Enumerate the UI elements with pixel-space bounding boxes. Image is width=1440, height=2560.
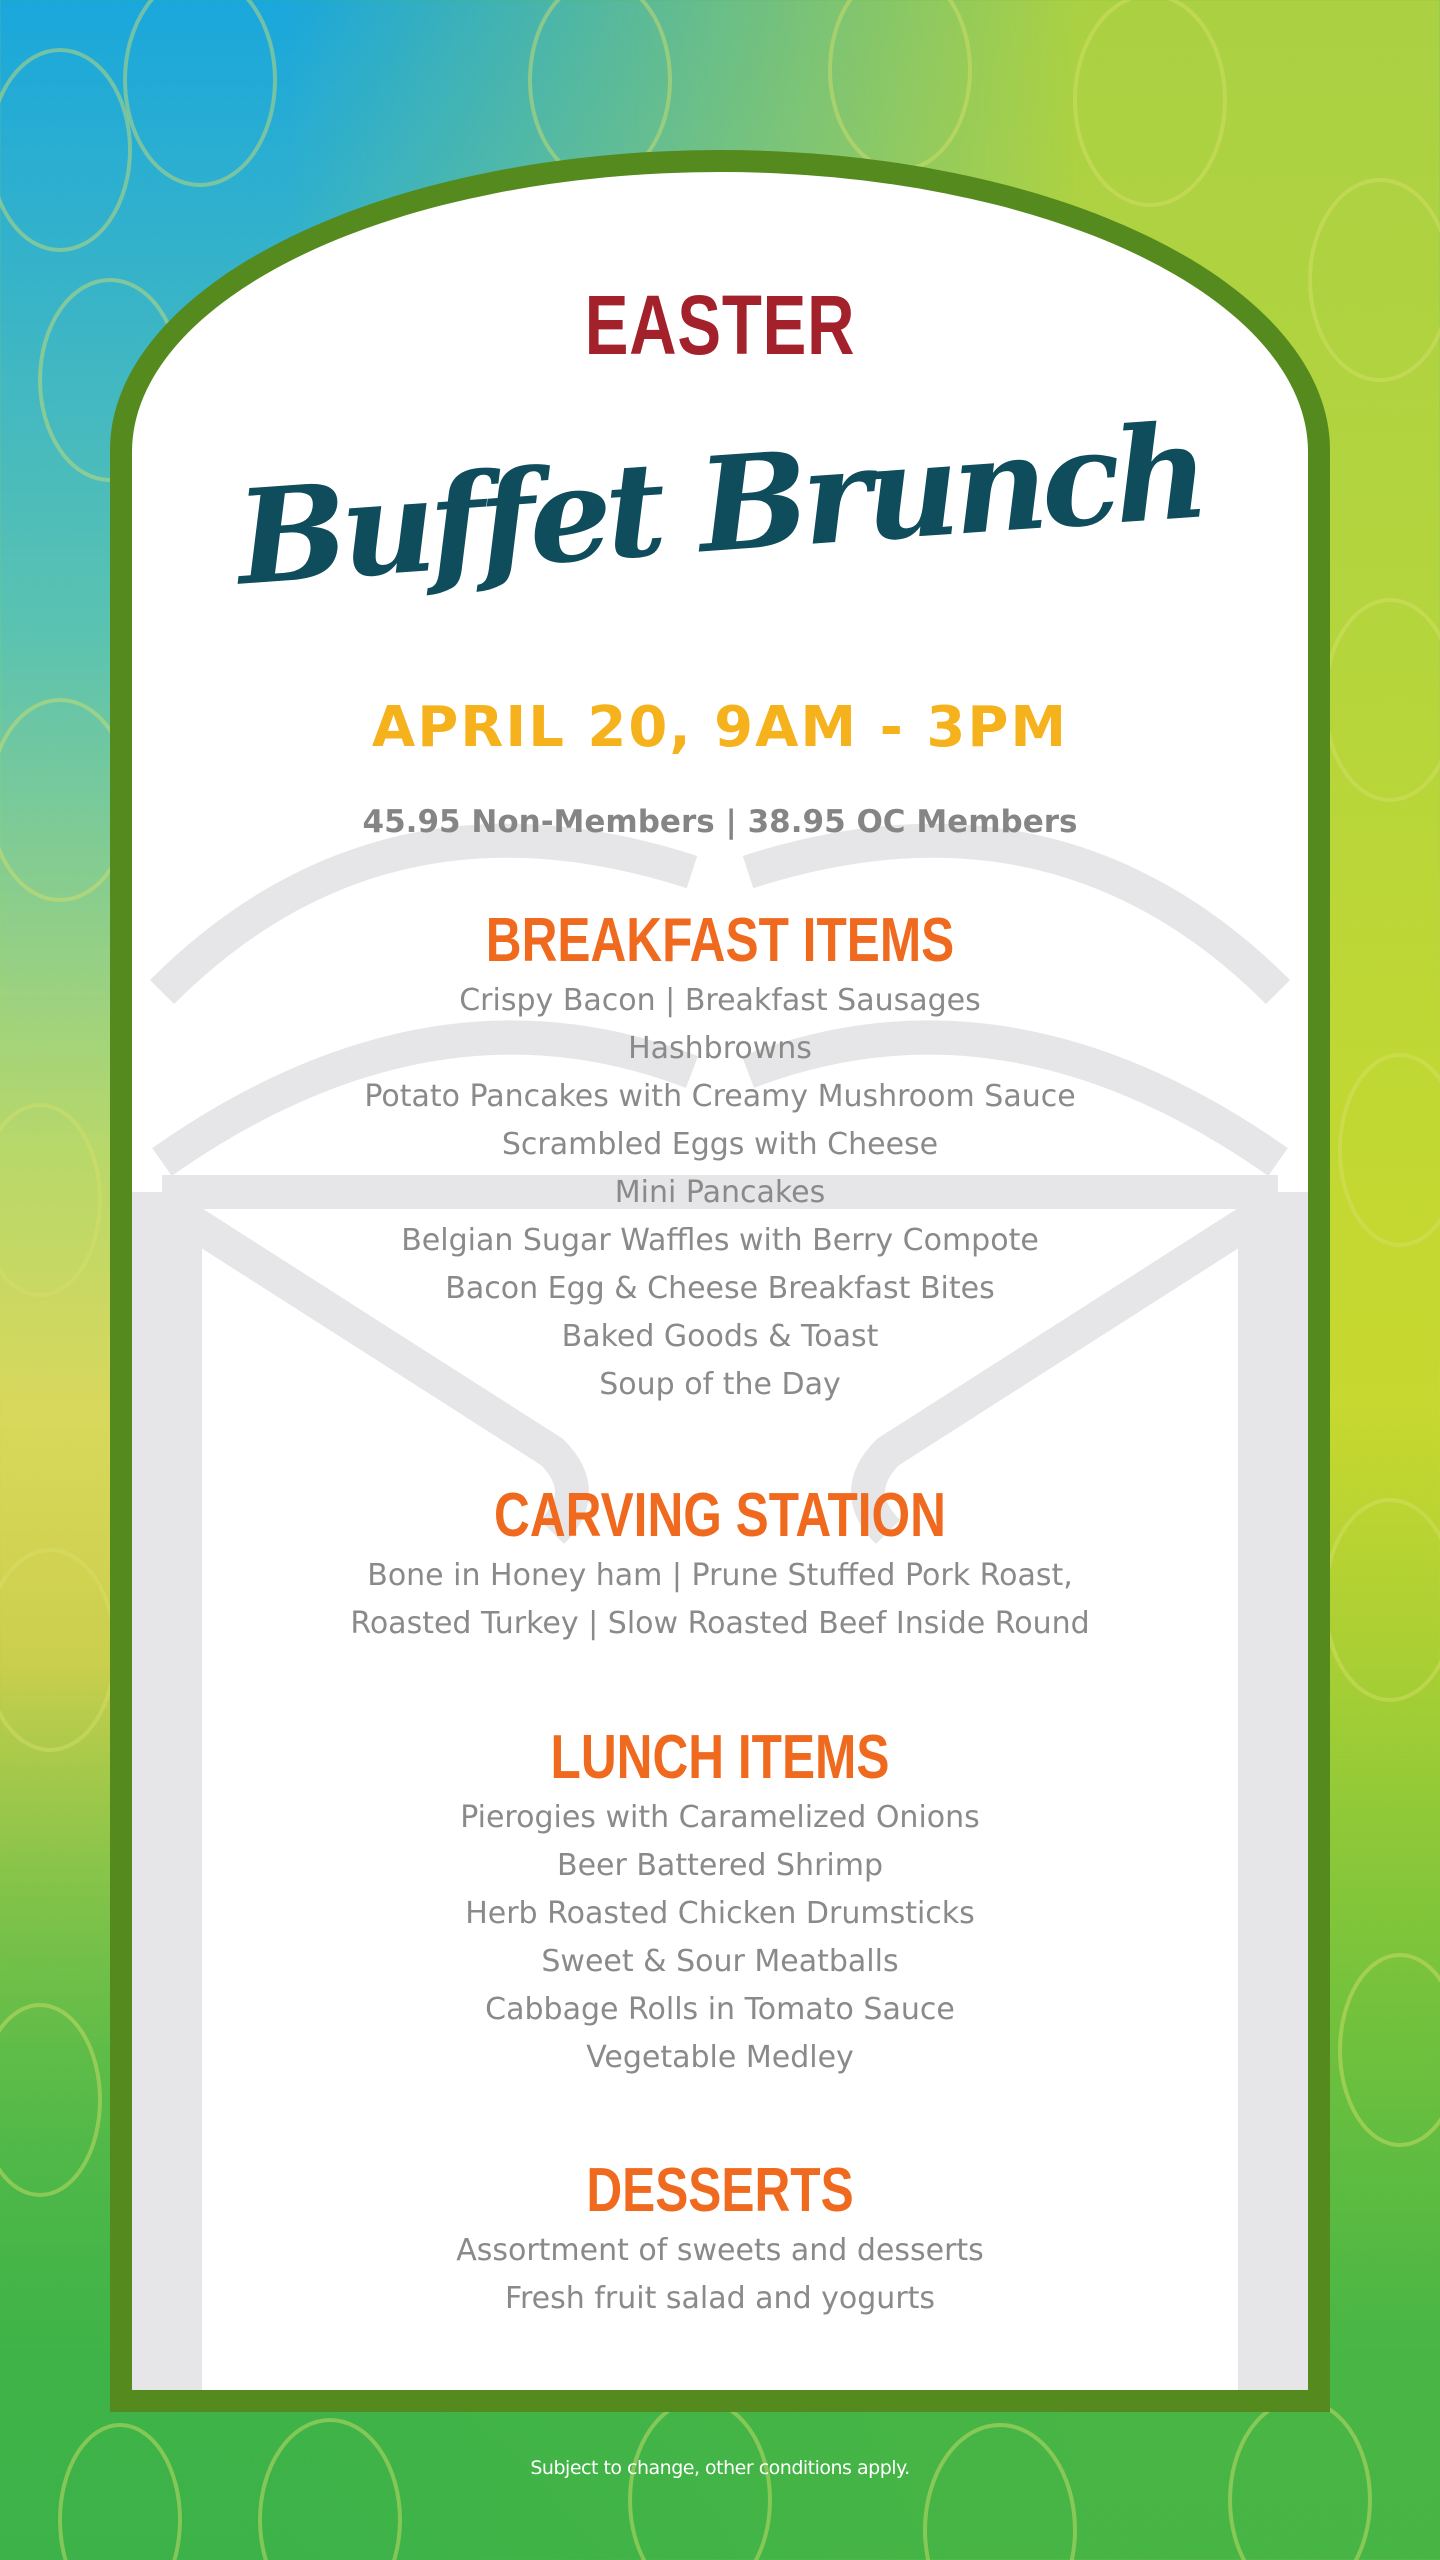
list-item: Scrambled Eggs with Cheese — [501, 1127, 939, 1162]
list-item: Bone in Honey ham | Prune Stuffed Pork Roast, — [367, 1558, 1073, 1593]
section-heading: LUNCH ITEMS — [550, 1723, 890, 1792]
section-heading: CARVING STATION — [494, 1481, 946, 1550]
list-item: Soup of the Day — [599, 1367, 841, 1402]
section-heading: BREAKFAST ITEMS — [485, 906, 955, 975]
list-item: Hashbrowns — [628, 1031, 812, 1066]
easter-kicker: EASTER — [584, 278, 856, 372]
list-item: Mini Pancakes — [614, 1175, 826, 1210]
list-item: Crispy Bacon | Breakfast Sausages — [459, 983, 981, 1018]
event-date: APRIL 20, 9AM - 3PM — [371, 695, 1069, 760]
section-lunch — [0, 1722, 1440, 2082]
section-carving — [0, 1480, 1440, 1648]
list-item: Cabbage Rolls in Tomato Sauce — [485, 1992, 955, 2027]
list-item: Roasted Turkey | Slow Roasted Beef Inside Round — [350, 1606, 1090, 1641]
section-breakfast — [0, 905, 1440, 1409]
list-item: Pierogies with Caramelized Onions — [460, 1800, 980, 1835]
list-item: Vegetable Medley — [586, 2040, 854, 2075]
list-item: Beer Battered Shrimp — [556, 1848, 883, 1883]
footer-disclaimer: Subject to change, other conditions apply. — [530, 2457, 910, 2479]
list-item: Herb Roasted Chicken Drumsticks — [465, 1896, 975, 1931]
list-item: Sweet & Sour Meatballs — [541, 1944, 899, 1979]
list-item: Assortment of sweets and desserts — [456, 2233, 984, 2268]
section-desserts — [0, 2155, 1440, 2323]
list-item: Potato Pancakes with Creamy Mushroom Sauce — [364, 1079, 1076, 1114]
list-item: Belgian Sugar Waffles with Berry Compote — [401, 1223, 1039, 1258]
item-list — [0, 977, 1440, 1409]
list-item: Bacon Egg & Cheese Breakfast Bites — [445, 1271, 995, 1306]
page-title: Buffet Brunch — [232, 394, 1208, 615]
list-item: Fresh fruit salad and yogurts — [504, 2281, 936, 2316]
section-heading: DESSERTS — [586, 2156, 854, 2225]
pricing: 45.95 Non-Members | 38.95 OC Members — [362, 804, 1078, 840]
list-item: Baked Goods & Toast — [561, 1319, 879, 1354]
